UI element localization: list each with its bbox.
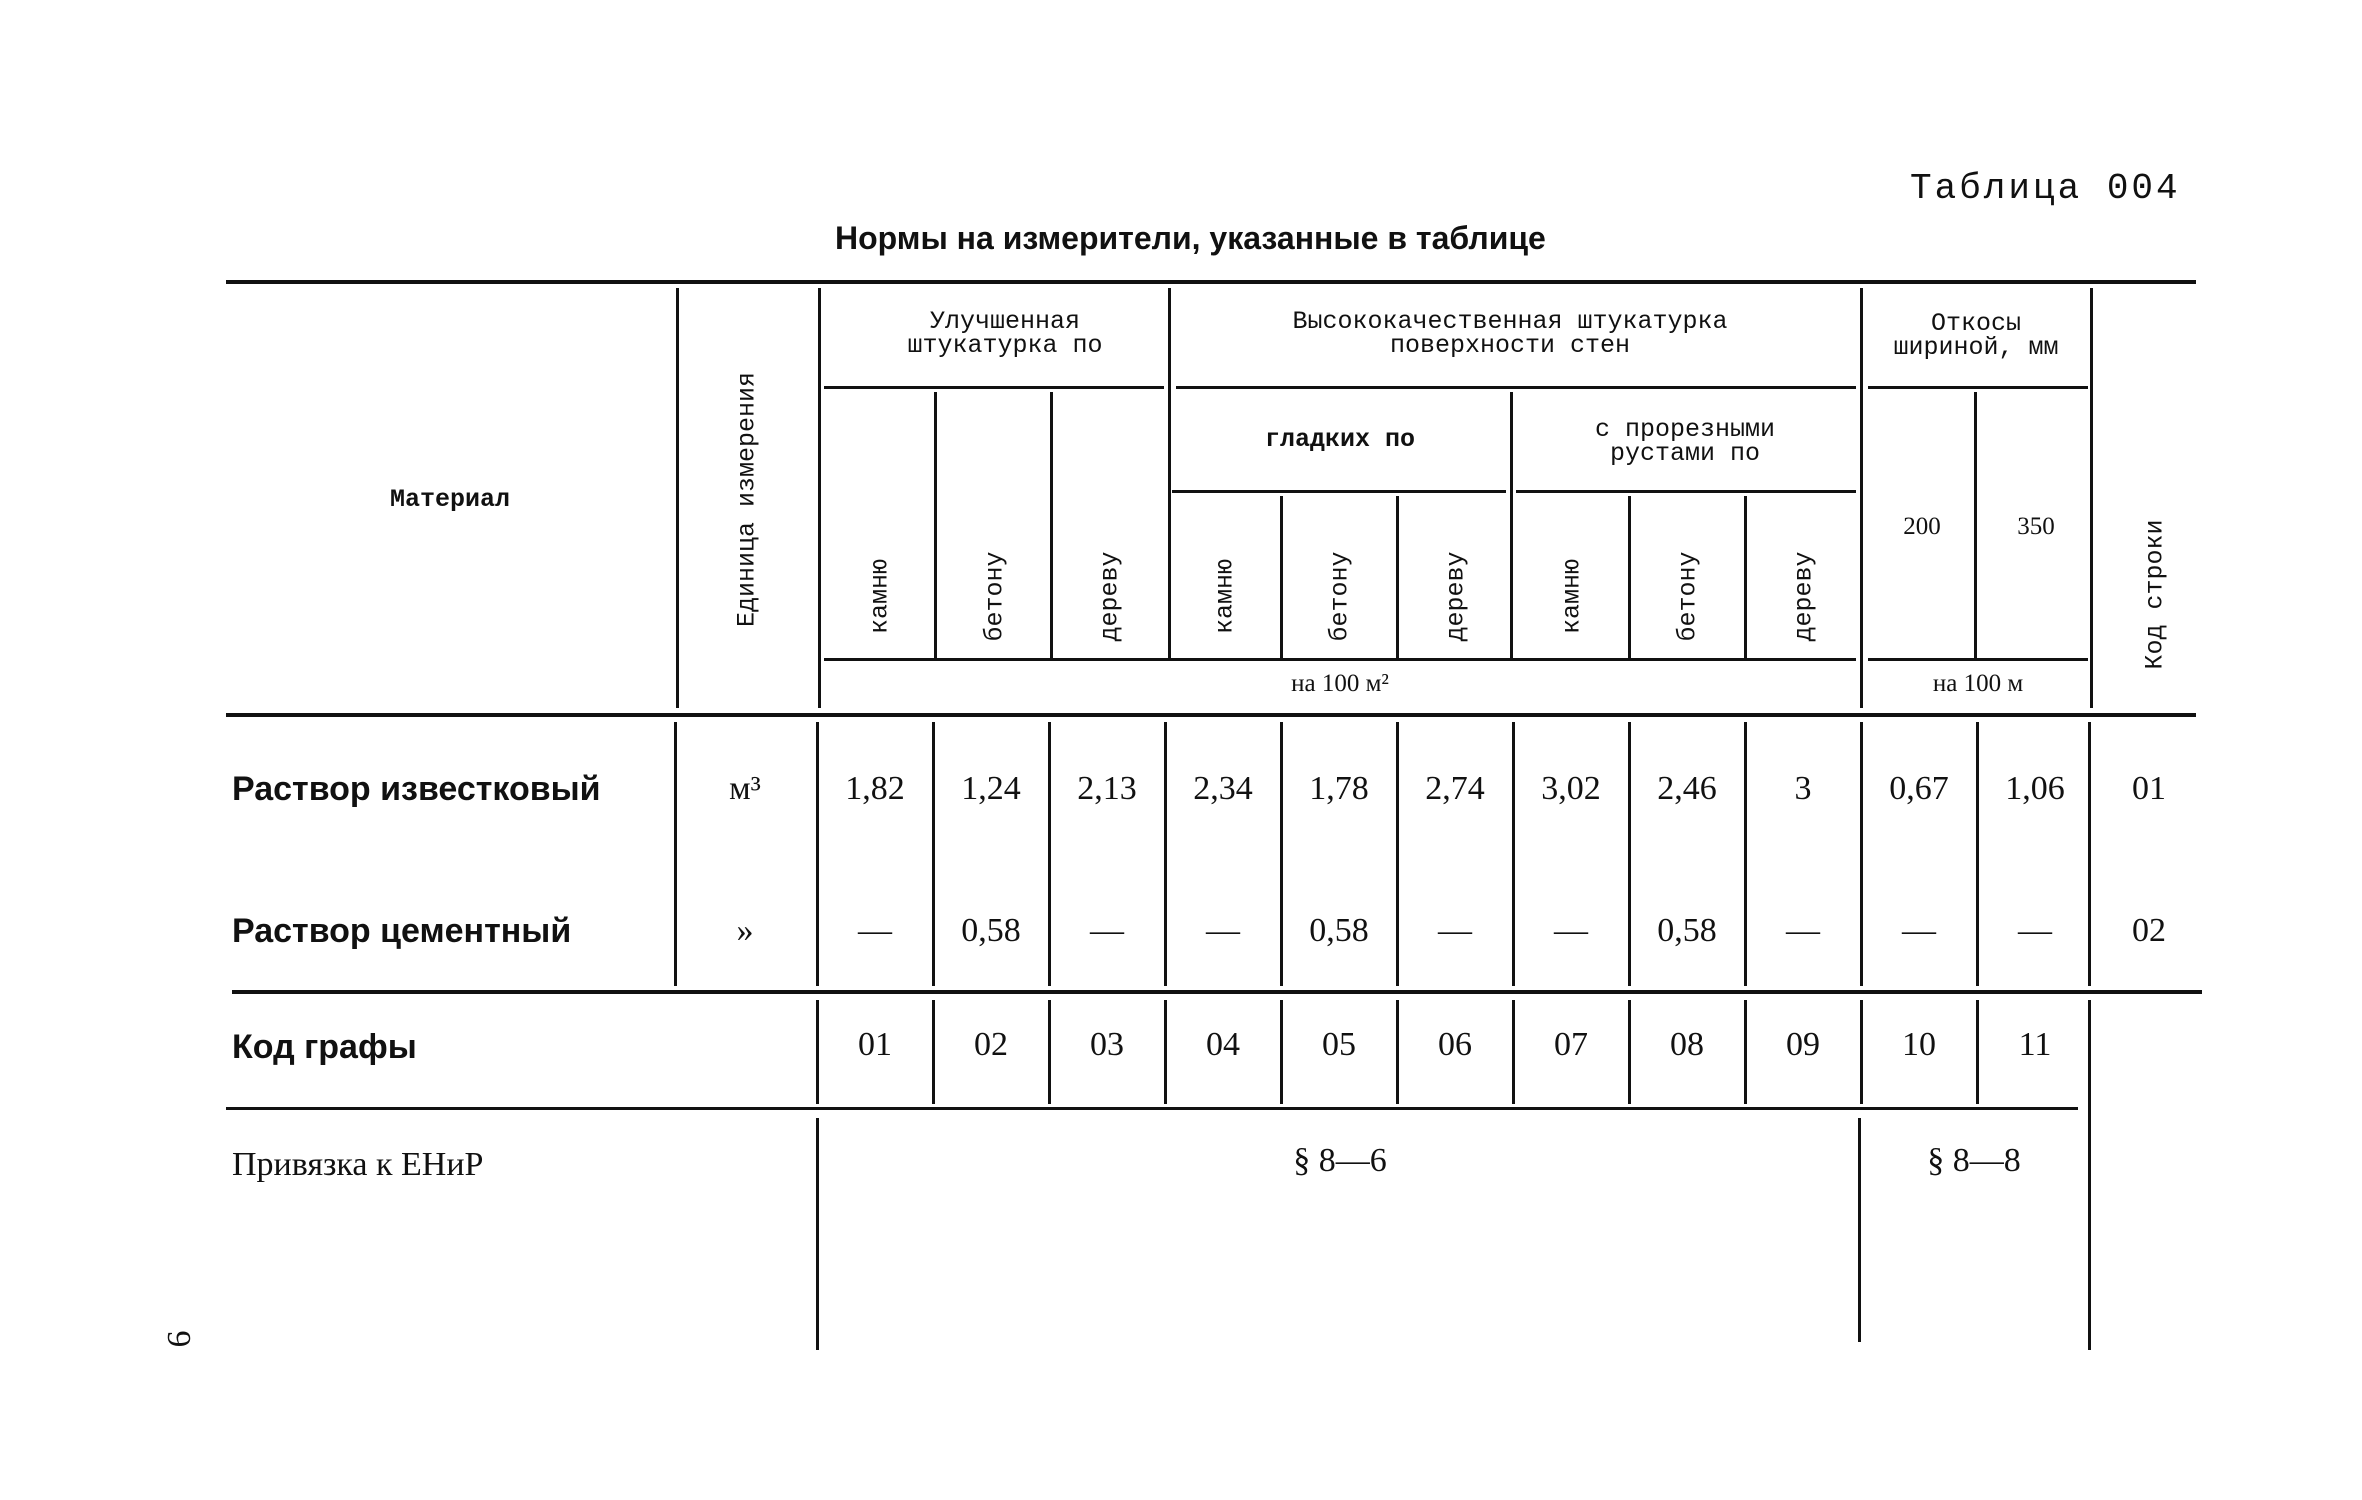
- rule-under-high-quality: [1176, 386, 1856, 389]
- body-div-c3: [1164, 722, 1167, 986]
- code-div-10: [1976, 1000, 1979, 1104]
- row2-material: Раствор цементный: [232, 912, 572, 950]
- code-row-bottom-rule: [226, 1107, 2078, 1110]
- code-div-7: [1628, 1000, 1631, 1104]
- row2-value: —: [1206, 912, 1240, 949]
- row1-value: 1,06: [2005, 770, 2065, 807]
- body-bottom-rule: [232, 990, 2202, 994]
- col-div-6: [1396, 496, 1399, 658]
- reference-label: Привязка к ЕНиР: [232, 1146, 484, 1183]
- col-div-11: [1974, 392, 1977, 658]
- ref-div-left: [816, 1118, 819, 1350]
- header-smooth: гладких по: [1264, 425, 1416, 454]
- row1-value: 3,02: [1541, 770, 1601, 807]
- body-div-unit: [816, 722, 819, 986]
- header-rusty: с прорезными рустами по: [1594, 415, 1776, 468]
- body-div-c5: [1396, 722, 1399, 986]
- code-div-3: [1164, 1000, 1167, 1104]
- surface-9: дереву: [1789, 551, 1819, 642]
- code-div-8: [1744, 1000, 1747, 1104]
- code-div-1: [932, 1000, 935, 1104]
- top-rule: [226, 280, 2196, 284]
- code-div-6: [1512, 1000, 1515, 1104]
- surface-1: камню: [865, 559, 895, 635]
- surface-3: дереву: [1095, 551, 1125, 642]
- body-div-c1: [932, 722, 935, 986]
- code-div-5: [1396, 1000, 1399, 1104]
- divider-unit-improved: [818, 288, 821, 708]
- code-div-2: [1048, 1000, 1051, 1104]
- divider-improved-high: [1168, 288, 1171, 658]
- header-bottom-rule: [226, 713, 2196, 717]
- row1-value: 1,24: [961, 770, 1021, 807]
- width-200: 200: [1903, 513, 1941, 540]
- body-div-c6: [1512, 722, 1515, 986]
- surface-2: бетону: [980, 551, 1010, 642]
- row1-value: 2,46: [1657, 770, 1717, 807]
- col-div-9: [1744, 496, 1747, 658]
- col-div-3: [1050, 392, 1053, 658]
- header-improved: Улучшенная штукатурка по: [907, 307, 1103, 360]
- ref-div-mid: [1858, 1118, 1861, 1342]
- col-div-5: [1280, 496, 1283, 658]
- column-code: 11: [2018, 1026, 2052, 1063]
- row1-value: 2,13: [1077, 770, 1137, 807]
- column-code: 03: [1090, 1026, 1124, 1063]
- column-code: 04: [1206, 1026, 1240, 1063]
- header-material: Материал: [389, 485, 511, 514]
- row1-value: 1,82: [845, 770, 905, 807]
- rule-under-smooth: [1172, 490, 1506, 493]
- divider-material-unit: [676, 288, 679, 708]
- body-div-c9: [1860, 722, 1863, 986]
- divider-smooth-rusty: [1510, 392, 1513, 658]
- column-code: 02: [974, 1026, 1008, 1063]
- column-code: 06: [1438, 1026, 1472, 1063]
- body-div-c10: [1976, 722, 1979, 986]
- divider-high-slopes: [1860, 288, 1863, 708]
- body-div-material: [674, 722, 677, 986]
- rule-under-rusty: [1516, 490, 1856, 493]
- body-div-c8: [1744, 722, 1747, 986]
- col-div-8: [1628, 496, 1631, 658]
- reference-2: § 8—8: [1927, 1142, 2021, 1179]
- surface-6: дереву: [1441, 551, 1471, 642]
- row1-value: 0,67: [1889, 770, 1949, 807]
- rule-above-unit-100m2: [824, 658, 1856, 661]
- row1-code: 01: [2132, 770, 2166, 807]
- row2-value: —: [1438, 912, 1472, 949]
- row2-value: 0,58: [961, 912, 1021, 949]
- row1-value: 1,78: [1309, 770, 1369, 807]
- column-code: 09: [1786, 1026, 1820, 1063]
- unit-100m: на 100 м: [1932, 670, 2024, 697]
- row2-value: —: [1554, 912, 1588, 949]
- col-div-2: [934, 392, 937, 658]
- row2-value: —: [1902, 912, 1936, 949]
- body-div-c4: [1280, 722, 1283, 986]
- header-unit: Единица измерения: [732, 371, 762, 628]
- row2-value: —: [2018, 912, 2052, 949]
- row2-value: 0,58: [1309, 912, 1369, 949]
- reference-1: § 8—6: [1293, 1142, 1387, 1179]
- row1-value: 2,34: [1193, 770, 1253, 807]
- row1-value: 2,74: [1425, 770, 1485, 807]
- divider-slopes-code: [2090, 288, 2093, 708]
- row2-unit: »: [736, 912, 754, 949]
- row2-code: 02: [2132, 912, 2166, 949]
- table-number: Таблица 004: [1910, 168, 2181, 209]
- header-high-quality: Высококачественная штукатурка поверхности стен: [1292, 307, 1728, 360]
- column-code: 05: [1322, 1026, 1356, 1063]
- column-code: 10: [1902, 1026, 1936, 1063]
- rule-above-unit-100m: [1868, 658, 2088, 661]
- column-code: 08: [1670, 1026, 1704, 1063]
- column-code-label: Код графы: [232, 1028, 417, 1066]
- column-code: 01: [858, 1026, 892, 1063]
- code-div-0: [816, 1000, 819, 1104]
- surface-5: бетону: [1325, 551, 1355, 642]
- page-number: 6: [161, 1330, 198, 1348]
- row2-value: —: [858, 912, 892, 949]
- row1-value: 3: [1794, 770, 1812, 807]
- width-350: 350: [2017, 513, 2055, 540]
- unit-100m2: на 100 м²: [1291, 670, 1389, 697]
- body-div-c2: [1048, 722, 1051, 986]
- rule-under-slopes: [1868, 386, 2088, 389]
- surface-7: камню: [1557, 559, 1587, 635]
- row1-material: Раствор известковый: [232, 770, 601, 808]
- surface-4: камню: [1210, 559, 1240, 635]
- row2-value: —: [1090, 912, 1124, 949]
- header-slopes: Откосы шириной, мм: [1893, 309, 2059, 362]
- rule-under-improved: [824, 386, 1164, 389]
- code-div-9: [1860, 1000, 1863, 1104]
- row1-unit: м³: [729, 770, 761, 807]
- code-div-4: [1280, 1000, 1283, 1104]
- surface-8: бетону: [1673, 551, 1703, 642]
- header-row-code: Код строки: [2140, 519, 2170, 670]
- column-code: 07: [1554, 1026, 1588, 1063]
- row2-value: 0,58: [1657, 912, 1717, 949]
- table-title: Нормы на измерители, указанные в таблице: [835, 220, 1546, 256]
- row2-value: —: [1786, 912, 1820, 949]
- body-div-c7: [1628, 722, 1631, 986]
